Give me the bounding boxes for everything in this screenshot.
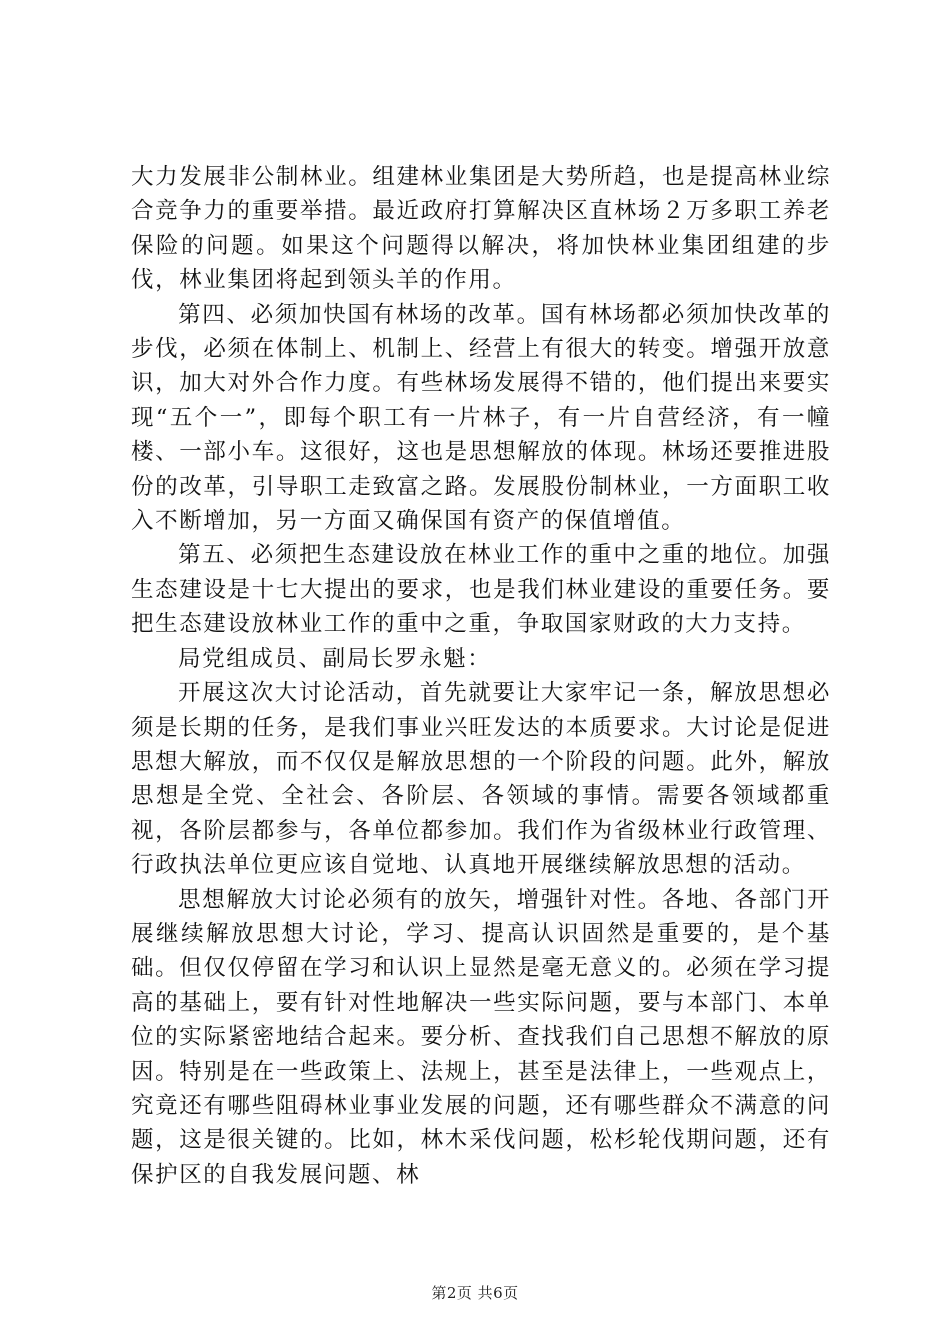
document-body — [131, 160, 831, 1192]
paragraph-1: 大力发展非公制林业。组建林业集团是大势所趋，也是提高林业综合竞争力的重要举措。最近政府打算解决区直林场２万多职工养老保险的问题。如果这个问题得以解决，将加快林业集团组建的步伐，林业集团将起到领头羊的作用。 — [131, 164, 831, 294]
speaker-heading: 局党组成员、副局长罗永魁： — [178, 645, 492, 672]
paragraph-5: 开展这次大讨论活动，首先就要让大家牢记一条，解放思想必须是长期的任务，是我们事业兴旺发达的本质要求。大讨论是促进思想大解放，而不仅仅是解放思想的一个阶段的问题。此外，解放思想是全党、全社会、各阶层、各领域的事情。需要各领域都重视，各阶层都参与，各单位都参加。我们作为省级林业行政管理、行政执法单位更应该自觉地、认真地开展继续解放思想的活动。 — [131, 680, 831, 879]
paragraph-3: 第五、必须把生态建设放在林业工作的重中之重的地位。加强生态建设是十七大提出的要求，也是我们林业建设的重要任务。要把生态建设放林业工作的重中之重，争取国家财政的大力支持。 — [131, 542, 831, 638]
paragraph-6: 思想解放大讨论必须有的放矢，增强针对性。各地、各部门开展继续解放思想大讨论，学习、提高认识固然是重要的，是个基础。但仅仅停留在学习和认识上显然是毫无意义的。必须在学习提高的基础上，要有针对性地解决一些实际问题，要与本部门、本单位的实际紧密地结合起来。要分析、查找我们自己思想不解放的原因。特别是在一些政策上、法规上，甚至是法律上，一些观点上，究竟还有哪些阻碍林业事业发展的问题，还有哪些群众不满意的问题，这是很关键的。比如，林木采伐问题，松杉轮伐期问题，还有保护区的自我发展问题、林 — [131, 886, 831, 1188]
page-number-footer: 第2页 共6页 — [431, 1284, 519, 1302]
paragraph-2: 第四、必须加快国有林场的改革。国有林场都必须加快改革的步伐，必须在体制上、机制上、经营上有很大的转变。增强开放意识，加大对外合作力度。有些林场发展得不错的，他们提出来要实现“五个一”，即每个职工有一片林子，有一片自营经济，有一幢楼、一部小车。这很好，这也是思想解放的体现。林场还要推进股份的改革，引导职工走致富之路。发展股份制林业，一方面职工收入不断增加，另一方面又确保国有资产的保值增值。 — [131, 301, 831, 535]
